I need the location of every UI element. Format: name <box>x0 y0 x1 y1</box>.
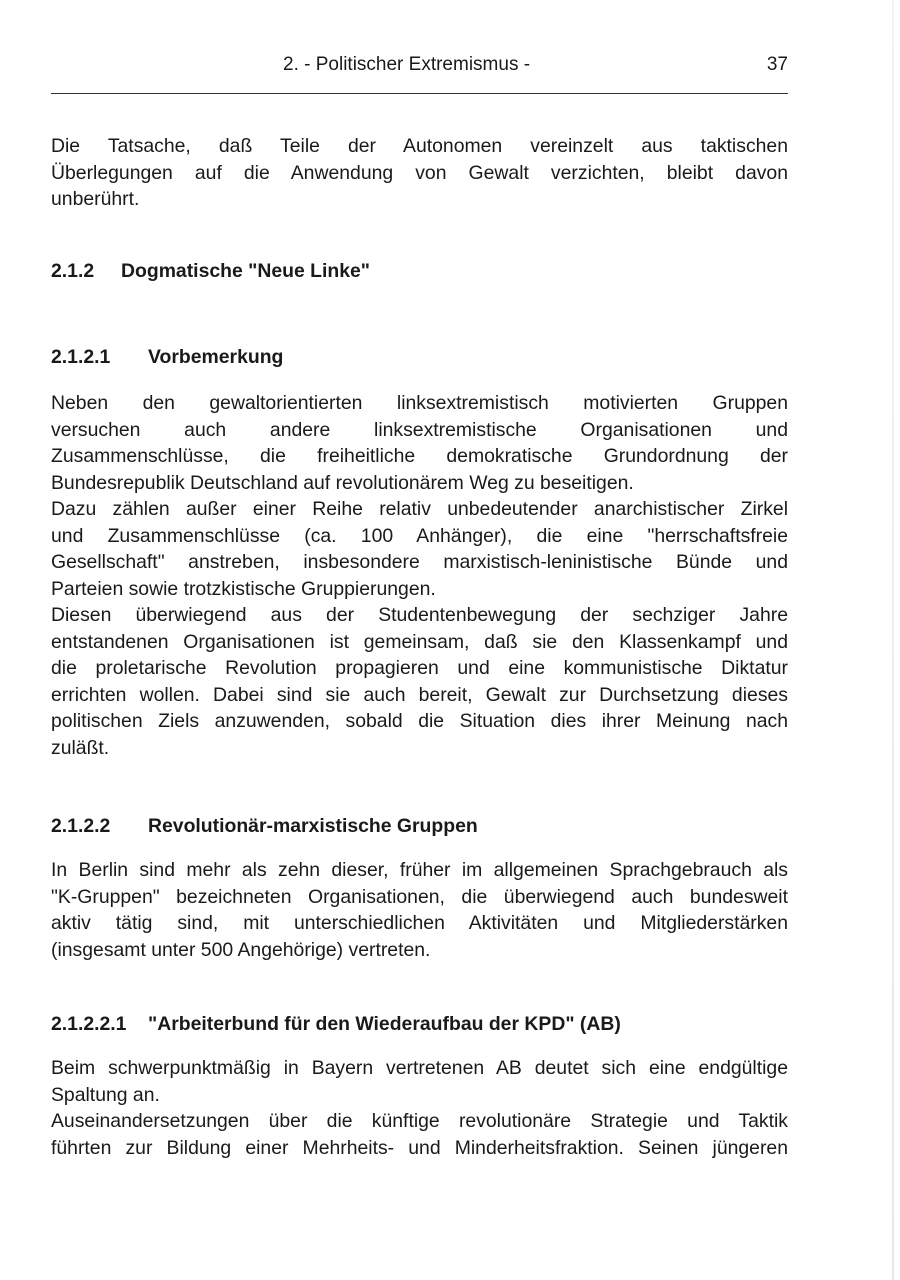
running-header <box>51 54 788 82</box>
header-title: 2. - Politischer Extremismus - <box>283 54 531 75</box>
text-line: (insgesamt unter 500 Angehörige) vertreten. <box>51 938 431 961</box>
paragraph-arbeiterbund <box>51 1055 788 1161</box>
section-heading <box>51 258 370 284</box>
text-line: Diesen überwiegend aus der Studentenbewegung der sechziger Jahre <box>51 604 788 626</box>
text-line: Überlegungen auf die Anwendung von Gewalt verzichten, bleibt davon <box>51 161 788 184</box>
page-number: 37 <box>766 54 788 75</box>
text-line: unberührt. <box>51 188 140 210</box>
section-number: 2.1.2.2.1 <box>51 1013 127 1035</box>
text-line: Parteien sowie trotzkistische Gruppierungen. <box>51 577 436 600</box>
text-line: Spaltung an. <box>51 1083 160 1106</box>
text-line: zuläßt. <box>51 736 110 759</box>
text-line: entstandenen Organisationen ist gemeinsam, daß sie den Klassenkampf und <box>51 630 788 653</box>
text-line: Bundesrepublik Deutschland auf revolutionärem Weg zu beseitigen. <box>51 471 634 494</box>
section-title: Vorbemerkung <box>148 346 284 368</box>
text-line: Zusammenschlüsse, die freiheitliche demokratische Grundordnung der <box>51 445 788 467</box>
subsubsection-heading <box>51 1011 621 1037</box>
text-line: führten zur Bildung einer Mehrheits- und Minderheitsfraktion. Seinen jüngeren <box>51 1136 788 1159</box>
section-title: "Arbeiterbund für den Wiederaufbau der KPD" (AB) <box>148 1013 621 1035</box>
text-line: politischen Ziels anzuwenden, sobald die Situation dies ihrer Meinung nach <box>51 710 788 732</box>
text-line: In Berlin sind mehr als zehn dieser, früher im allgemeinen Sprachgebrauch als <box>51 859 788 881</box>
text-line: errichten wollen. Dabei sind sie auch bereit, Gewalt zur Durchsetzung dieses <box>51 683 788 706</box>
subsection-heading <box>51 813 478 839</box>
paragraph-k-gruppen <box>51 857 788 963</box>
section-title: Revolutionär-marxistische Gruppen <box>148 815 478 837</box>
section-title: Dogmatische "Neue Linke" <box>121 260 370 282</box>
text-line: aktiv tätig sind, mit unterschiedlichen Aktivitäten und Mitgliederstärken <box>51 912 788 934</box>
text-line: Beim schwerpunktmäßig in Bayern vertretenen AB deutet sich eine endgültige <box>51 1057 788 1079</box>
text-line: Die Tatsache, daß Teile der Autonomen vereinzelt aus taktischen <box>51 135 788 157</box>
section-number: 2.1.2.1 <box>51 346 111 368</box>
text-line: Neben den gewaltorientierten linksextremistisch motivierten Gruppen <box>51 392 788 414</box>
section-number: 2.1.2 <box>51 260 95 282</box>
subsection-heading <box>51 344 283 370</box>
header-rule <box>51 93 788 94</box>
text-line: die proletarische Revolution propagieren und eine kommunistische Diktatur <box>51 657 788 679</box>
paragraph-vorbemerkung <box>51 390 788 761</box>
page-edge-shadow <box>892 0 894 1280</box>
paragraph-intro <box>51 133 788 213</box>
text-line: Auseinandersetzungen über die künftige revolutionäre Strategie und Taktik <box>51 1110 788 1132</box>
text-line: Dazu zählen außer einer Reihe relativ unbedeutender anarchistischer Zirkel <box>51 498 788 520</box>
text-line: versuchen auch andere linksextremistische Organisationen und <box>51 418 788 441</box>
text-line: und Zusammenschlüsse (ca. 100 Anhänger), die eine "herrschaftsfreie <box>51 524 788 547</box>
section-number: 2.1.2.2 <box>51 815 111 837</box>
text-line: "K-Gruppen" bezeichneten Organisationen, die überwiegend auch bundesweit <box>51 885 788 908</box>
text-line: Gesellschaft" anstreben, insbesondere marxistisch-leninistische Bünde und <box>51 551 788 573</box>
